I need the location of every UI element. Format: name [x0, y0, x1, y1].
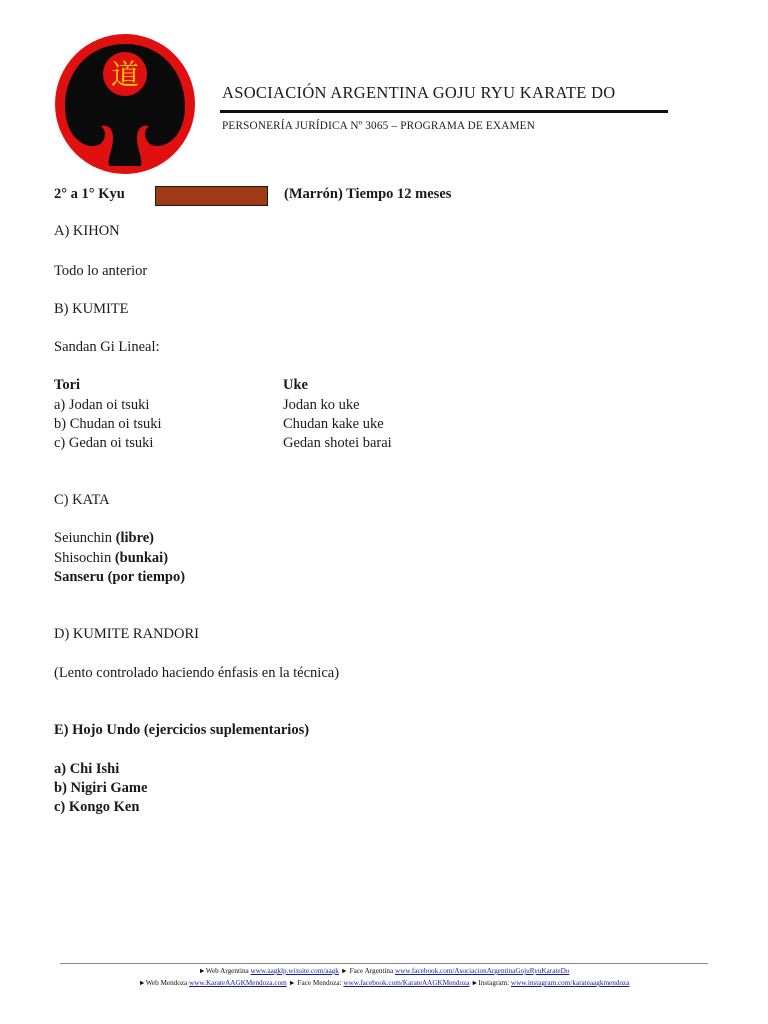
- hojo-item: a) Chi Ishi: [54, 761, 120, 777]
- kata-name: Seiunchin: [54, 530, 112, 546]
- footer-line-mendoza: [0, 979, 768, 987]
- grade-description: (Marrón) Tiempo 12 meses: [284, 186, 452, 202]
- section-heading-kumite: B) KUMITE: [54, 301, 129, 317]
- kumite-tori-item: b) Chudan oi tsuki: [54, 416, 162, 432]
- footer-web-label: ►Web Mendoza: [138, 979, 188, 987]
- kata-item: [54, 550, 168, 567]
- section-heading-hojo-undo: E) Hojo Undo (ejercicios suplementarios): [54, 722, 310, 738]
- association-logo: [53, 34, 197, 174]
- grade-label: 2° a 1° Kyu: [54, 186, 125, 202]
- kata-note: (libre): [115, 530, 155, 546]
- kata-note: (bunkai): [114, 550, 169, 566]
- organization-name: ASOCIACIÓN ARGENTINA GOJU RYU KARATE DO: [222, 83, 616, 102]
- kata-name: Shisochin: [54, 550, 112, 566]
- footer-instagram-link[interactable]: www.instagram.com/karateaagkmendoza: [510, 979, 630, 987]
- hojo-item: c) Kongo Ken: [54, 799, 140, 815]
- document-subtitle: PERSONERÍA JURÍDICA Nº 3065 – PROGRAMA DE EXAMEN: [222, 120, 535, 132]
- randori-text: (Lento controlado haciendo énfasis en la técnica): [54, 665, 340, 681]
- kumite-uke-item: Chudan kake uke: [283, 416, 384, 432]
- kihon-text: Todo lo anterior: [54, 263, 148, 279]
- kumite-uke-item: Gedan shotei barai: [283, 435, 392, 451]
- footer-face-label: ► Face Argentina: [340, 967, 394, 975]
- column-header-uke: Uke: [283, 377, 308, 393]
- section-heading-randori: D) KUMITE RANDORI: [54, 626, 199, 642]
- kata-item: [54, 530, 154, 547]
- kumite-intro: Sandan Gi Lineal:: [54, 339, 160, 355]
- footer-web-label: ►Web Argentina: [198, 967, 249, 975]
- footer-instagram-label: ►Instagram:: [471, 979, 510, 987]
- belt-color-swatch: [155, 186, 268, 206]
- kumite-tori-item: a) Jodan oi tsuki: [54, 397, 150, 413]
- logo-kanji: 道: [110, 58, 140, 91]
- header-divider: [220, 110, 668, 113]
- kumite-uke-item: Jodan ko uke: [283, 397, 360, 413]
- footer-facebook-link[interactable]: www.facebook.com/KarateAAGKMendoza: [343, 979, 470, 987]
- footer-divider: [60, 963, 708, 964]
- kumite-tori-item: c) Gedan oi tsuki: [54, 435, 154, 451]
- footer-face-label: ► Face Mendoza:: [288, 979, 342, 987]
- section-heading-kata: C) KATA: [54, 492, 110, 508]
- footer-web-link[interactable]: www.aagklp.wixsite.com/aagk: [250, 967, 339, 975]
- footer-web-link[interactable]: www.KarateAAGKMendoza.com: [189, 979, 287, 987]
- kata-item: Sanseru (por tiempo): [54, 569, 186, 585]
- section-heading-kihon: A) KIHON: [54, 223, 120, 239]
- footer-line-argentina: [0, 967, 768, 975]
- footer-facebook-link[interactable]: www.facebook.com/AsociacionArgentinaGojuRyuKarateDo: [395, 967, 570, 975]
- column-header-tori: Tori: [54, 377, 81, 393]
- hojo-item: b) Nigiri Game: [54, 780, 148, 796]
